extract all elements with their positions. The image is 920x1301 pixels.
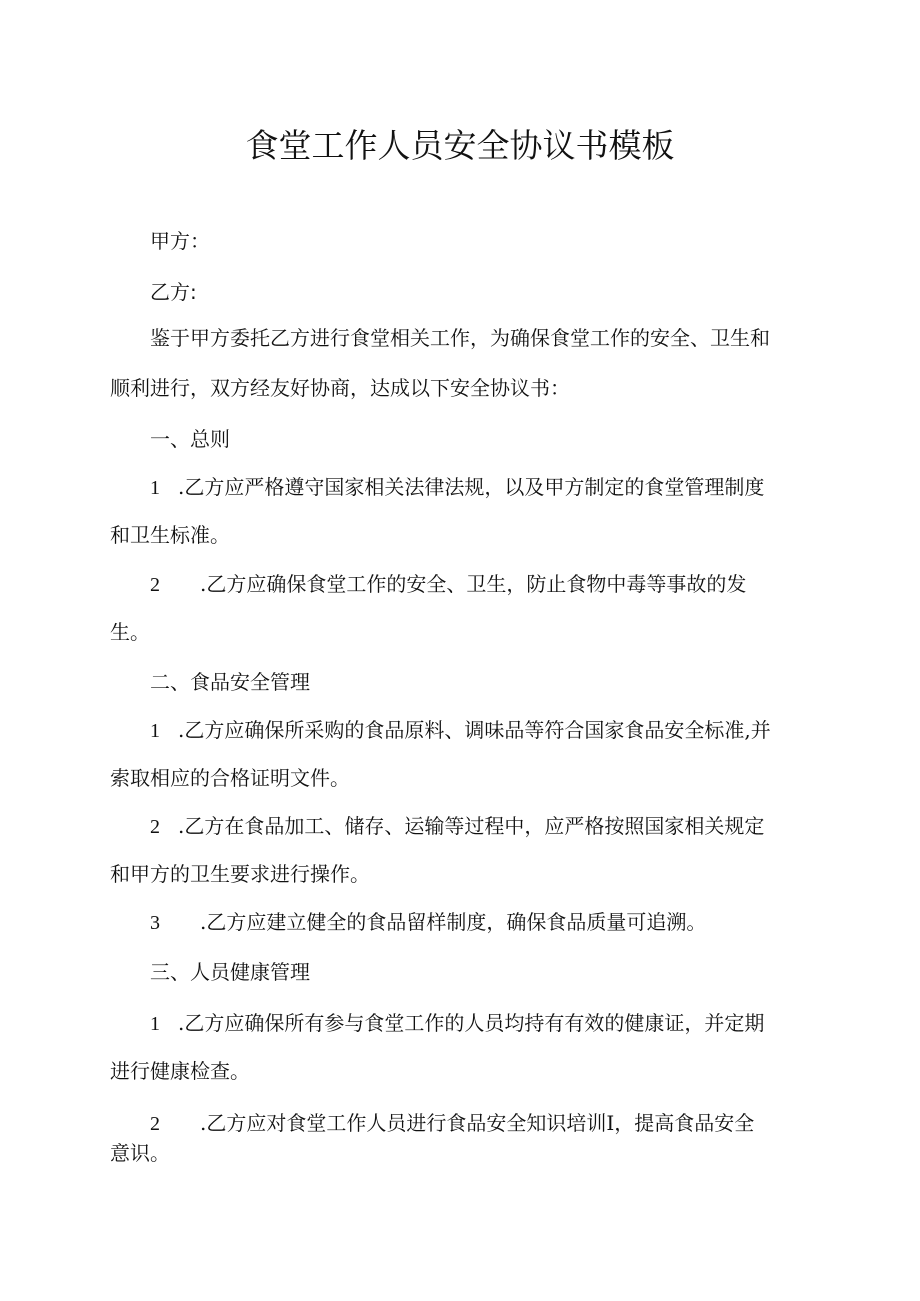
- section2-item1-line1: [150, 715, 771, 746]
- section3-item2-line2: 意识。: [110, 1141, 170, 1165]
- item-text: .乙方应对食堂工作人员进行食品安全知识培训I，提高食品安全: [200, 1111, 755, 1135]
- section3-item1-line2: 进行健康检查。: [110, 1059, 250, 1083]
- document-title: 食堂工作人员安全协议书模板: [245, 126, 675, 165]
- section3-item2-line1: [150, 1108, 754, 1139]
- item-text: .乙方应确保所采购的食品原料、调味品等符合国家食品安全标准,并: [178, 718, 771, 742]
- section1-item1-line1: [150, 472, 764, 503]
- section1-item2-line1: [150, 569, 746, 600]
- item-number: 3: [150, 912, 160, 934]
- item-number: 1: [150, 477, 160, 499]
- item-text: .乙方应建立健全的食品留样制度，确保食品质量可追溯。: [200, 910, 707, 934]
- item-number: 1: [150, 1013, 160, 1035]
- party-b-label: 乙方:: [150, 280, 197, 304]
- item-number: 2: [150, 1113, 160, 1135]
- section1-item2-line2: 生。: [110, 620, 150, 644]
- item-number: 2: [150, 574, 160, 596]
- intro-line-1: 鉴于甲方委托乙方进行食堂相关工作，为确保食堂工作的安全、卫生和: [150, 326, 770, 350]
- item-number: 2: [150, 816, 160, 838]
- item-number: 1: [150, 720, 160, 742]
- section1-item1-line2: 和卫生标准。: [110, 523, 230, 547]
- item-text: .乙方在食品加工、储存、运输等过程中，应严格按照国家相关规定: [178, 814, 765, 838]
- section2-item2-line2: 和甲方的卫生要求进行操作。: [110, 862, 370, 886]
- section-heading-food-safety: 二、食品安全管理: [150, 670, 310, 694]
- intro-line-2: 顺利进行，双方经友好协商，达成以下安全协议书：: [110, 376, 570, 400]
- section3-item1-line1: [150, 1008, 764, 1039]
- item-text: .乙方应确保所有参与食堂工作的人员均持有有效的健康证，并定期: [178, 1011, 765, 1035]
- section2-item2-line1: [150, 811, 764, 842]
- section2-item1-line2: 索取相应的合格证明文件。: [110, 766, 350, 790]
- section-heading-general: 一、总则: [150, 427, 230, 451]
- section-heading-health: 三、人员健康管理: [150, 960, 310, 984]
- item-text: .乙方应严格遵守国家相关法律法规，以及甲方制定的食堂管理制度: [178, 475, 765, 499]
- item-text: .乙方应确保食堂工作的安全、卫生，防止食物中毒等事故的发: [200, 572, 747, 596]
- section2-item3-line1: [150, 907, 706, 938]
- party-a-label: 甲方：: [150, 229, 210, 253]
